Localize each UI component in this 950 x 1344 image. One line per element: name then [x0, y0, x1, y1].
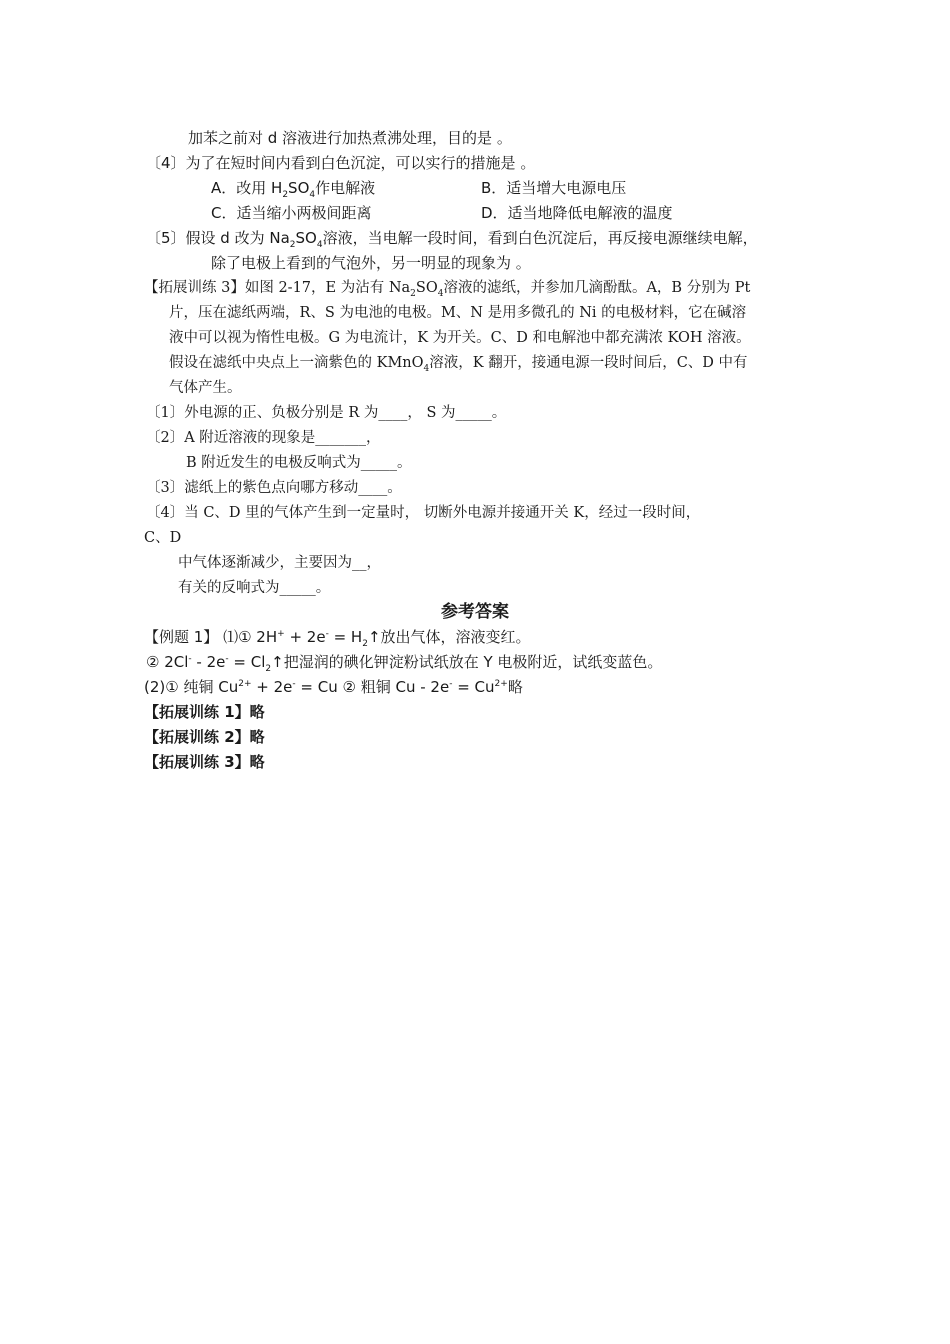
q3-tail: 加苯之前对 d 溶液进行加热煮沸处理，目的是 。 [188, 129, 512, 147]
ext3-sub-4c: 中气体逐渐减少，主要因为__， [178, 555, 381, 571]
q4-option-c: C．适当缩小两极间距离 [211, 204, 372, 222]
q5-line-2: 除了电极上看到的气泡外，另一明显的现象为 。 [211, 254, 531, 272]
q4-option-b: B．适当增大电源电压 [481, 179, 627, 197]
ext3-line-2: 片，压在滤纸两端，R、S 为电池的电极。M、N 是用多微孔的 Ni 的电极材料，它在碱溶 [169, 305, 747, 321]
answer-example-1-line-1: 【例题 1】 ⑴① $2H^+ + 2e^- = H_2↑$放出气体，溶液变红。 [144, 628, 531, 649]
answer-training-2: 【拓展训练 2】略 [144, 728, 265, 746]
answer-training-3: 【拓展训练 3】略 [144, 753, 265, 771]
ext3-sub-4d: 有关的反响式为_____。 [178, 580, 331, 596]
ext3-sub-3: 〔3〕滤纸上的紫色点向哪方移动____。 [146, 480, 402, 496]
answer-example-1-line-2: ② $2Cl^- - 2e^- = Cl_2↑$把湿润的碘化钾淀粉试纸放在 Y 电极附近，试纸变蓝色。 [146, 653, 663, 674]
q4-option-d: D．适当地降低电解液的温度 [481, 204, 673, 222]
ext3-line-5: 气体产生。 [169, 380, 242, 396]
ext3-sub-1: 〔1〕外电源的正、负极分别是 R 为____， S 为_____。 [146, 405, 507, 421]
q5-line-1: 〔5〕假设 d 改为 $Na_2SO_4$溶液，当电解一段时间，看到白色沉淀后，再反接电源继续电解， [146, 229, 758, 250]
ext3-sub-4a: 〔4〕当 C、D 里的气体产生到一定量时， 切断外电源并接通开关 K，经过一段时间， [146, 505, 701, 521]
answers-title: 参考答案 [441, 602, 509, 622]
ext3-sub-4b: C、D [144, 530, 182, 546]
ext3-line-4: 假设在滤纸中央点上一滴紫色的 KMnO$_4$溶液，K 翻开，接通电源一段时间后，C、D 中有 [169, 355, 748, 374]
ext3-line-1: 【拓展训练 3】如图 2-17，E 为沾有 $Na_2SO_4$溶液的滤纸，并参加几滴酚酞。A，B 分别为 Pt [144, 280, 751, 299]
answer-training-1: 【拓展训练 1】略 [144, 703, 265, 721]
ext3-sub-2b: B 附近发生的电极反响式为_____。 [186, 455, 412, 471]
ext3-sub-2a: 〔2〕A 附近溶液的现象是_______， [146, 430, 381, 446]
q4-stem: 〔4〕为了在短时间内看到白色沉淀，可以实行的措施是 。 [146, 154, 536, 172]
ext3-line-3: 液中可以视为惰性电极。G 为电流计，K 为开关。C、D 和电解池中都充满浓 KOH 溶液。 [169, 330, 751, 346]
answer-example-1-line-3: (2)① 纯铜 $Cu^{2+} + 2e^- = Cu$ ② 粗铜 $Cu - 2e^- = Cu^{2+}$略 [144, 678, 523, 696]
q4-option-a: A．改用 $H_2SO_4$作电解液 [211, 179, 376, 200]
